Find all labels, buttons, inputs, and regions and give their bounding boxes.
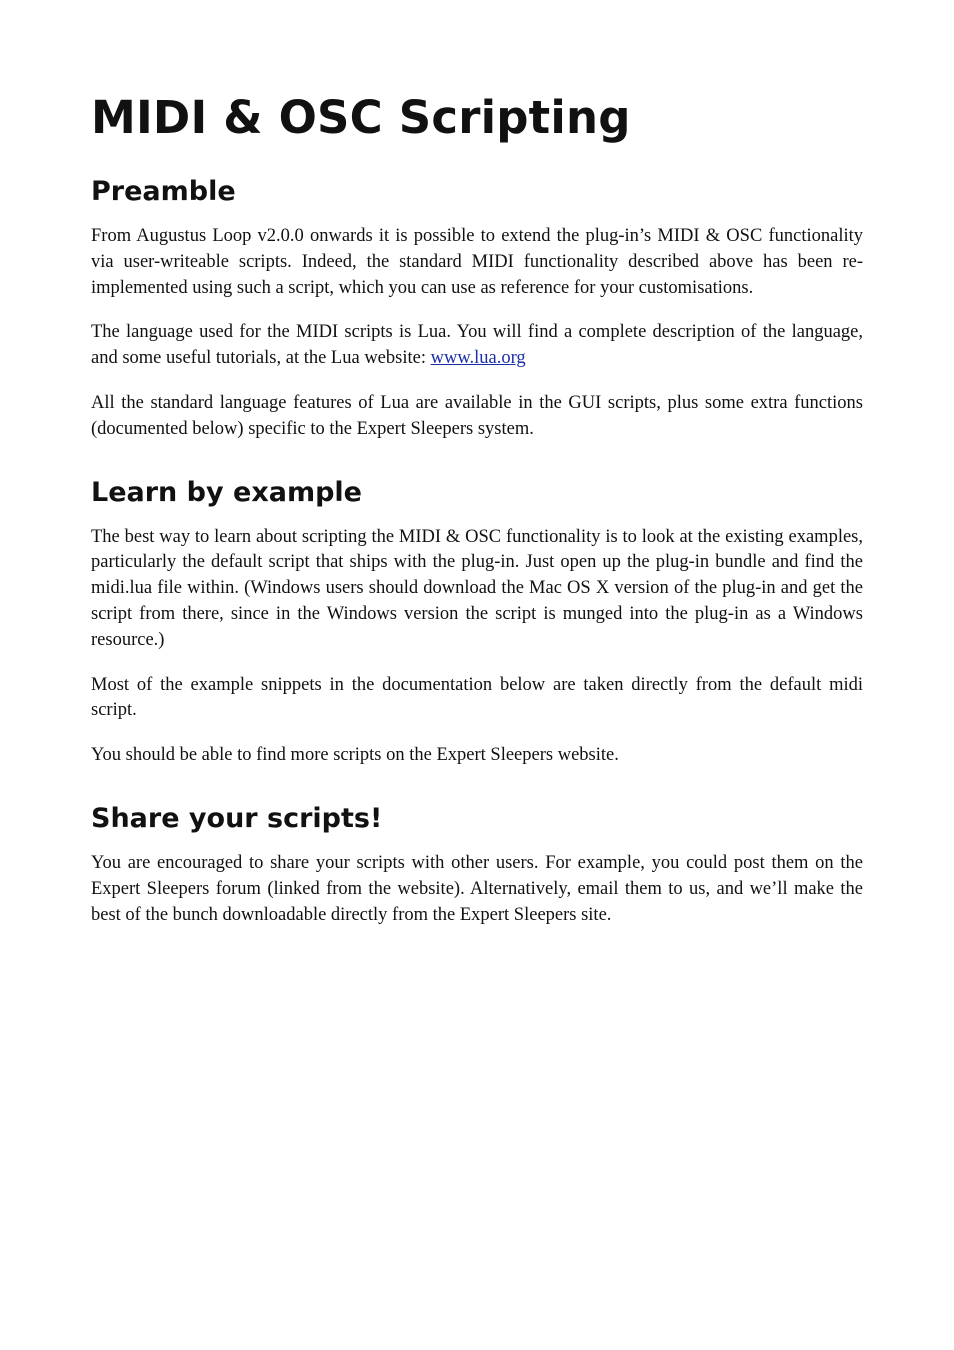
learn-paragraph-2: Most of the example snippets in the documentation below are taken directly from the default midi script. bbox=[91, 674, 863, 721]
learn-paragraph-1: The best way to learn about scripting the MIDI & OSC functionality is to look at the existing examples, particularly the default script that ships with the plug-in. Just open up the plug-in bundle and find the midi.lua file within. (Windows users should download the Mac OS X version of the plug-in and get the script from there, since in the Windows version the script is munged into the plug-in as a Windows resource.) bbox=[91, 526, 863, 650]
learn-paragraph-3: You should be able to find more scripts on the Expert Sleepers website. bbox=[91, 745, 619, 766]
section-heading-share-your-scripts: Share your scripts! bbox=[91, 802, 383, 834]
page-title: MIDI & OSC Scripting bbox=[91, 91, 631, 144]
lua-website-link[interactable]: www.lua.org bbox=[430, 348, 526, 369]
share-paragraph-1: You are encouraged to share your scripts with other users. For example, you could post them on the Expert Sleepers forum (linked from the website). Alternatively, email them to us, and we’ll make the best of the bunch downloadable directly from the Expert Sleepers site. bbox=[91, 852, 863, 925]
section-heading-learn-by-example: Learn by example bbox=[91, 476, 362, 508]
preamble-paragraph-2-text: The language used for the MIDI scripts is Lua. You will find a complete description of the language, and some useful tutorials, at the Lua website: bbox=[91, 322, 863, 369]
preamble-paragraph-2 bbox=[91, 320, 863, 372]
preamble-paragraph-3: All the standard language features of Lua are available in the GUI scripts, plus some extra functions (documented below) specific to the Expert Sleepers system. bbox=[91, 392, 863, 439]
section-share-your-scripts bbox=[91, 801, 863, 928]
preamble-paragraph-1: From Augustus Loop v2.0.0 onwards it is possible to extend the plug-in’s MIDI & OSC functionality via user-writeable scripts. Indeed, the standard MIDI functionality described above has been re-implemented using such a script, which you can use as reference for your customisations. bbox=[91, 226, 863, 298]
section-preamble bbox=[91, 174, 863, 443]
section-learn-by-example bbox=[91, 475, 863, 769]
section-heading-preamble: Preamble bbox=[91, 176, 236, 207]
document-page bbox=[91, 88, 863, 947]
